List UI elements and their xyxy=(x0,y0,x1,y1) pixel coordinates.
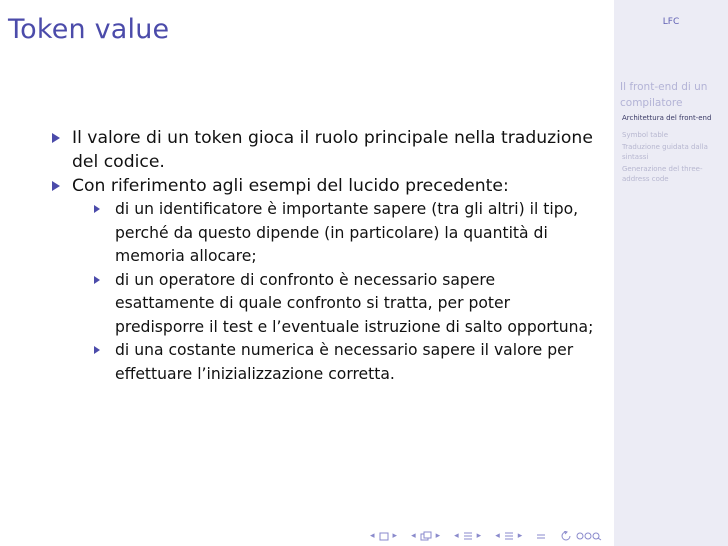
nav-next-arrow-icon[interactable]: ▸ xyxy=(517,531,523,541)
nav-subsection-icon[interactable] xyxy=(463,530,473,542)
sub-list-item xyxy=(50,269,595,340)
sidebar-subsection-3[interactable]: Traduzione guidata dalla sintassi xyxy=(622,143,708,161)
bullet-icon xyxy=(94,346,100,354)
list-item-text: di un operatore di confronto è necessario sapere esattamente di quale confronto si tratta, per poter predisporre il test e l’eventuale istruzione di salto opportuna; xyxy=(115,270,594,336)
nav-frame-icon[interactable] xyxy=(379,530,389,542)
nav-prev-arrow-icon[interactable]: ◂ xyxy=(495,531,500,541)
list-item-text: di una costante numerica è necessario sapere il valore per effettuare l’inizializzazione corretta. xyxy=(115,341,574,383)
sidebar xyxy=(614,0,728,546)
bullet-icon xyxy=(52,181,60,191)
nav-subsection-icon[interactable] xyxy=(504,530,514,542)
sidebar-subsection-4[interactable]: Generazione del three-address code xyxy=(622,165,703,183)
list-item-text: Il valore di un token gioca il ruolo principale nella traduzione del codice. xyxy=(72,128,593,172)
bullet-icon xyxy=(94,276,100,284)
nav-section-icon[interactable] xyxy=(420,530,432,542)
slide-title: Token value xyxy=(8,14,170,45)
sub-list-item xyxy=(50,198,595,269)
navigation-bar xyxy=(370,530,602,542)
nav-back-icon[interactable] xyxy=(560,530,572,542)
nav-search-icon[interactable] xyxy=(576,530,602,542)
sidebar-subsection-1[interactable]: Architettura del front-end xyxy=(622,114,712,122)
nav-align-icon[interactable] xyxy=(536,530,546,542)
bullet-icon xyxy=(52,133,60,143)
nav-prev-arrow-icon[interactable]: ◂ xyxy=(370,531,375,541)
bullet-icon xyxy=(94,205,100,213)
nav-prev-arrow-icon[interactable]: ◂ xyxy=(411,531,416,541)
sidebar-section[interactable]: Il front-end di un compilatore xyxy=(620,81,708,109)
sidebar-subsection-2[interactable]: Symbol table xyxy=(622,131,669,139)
list-item xyxy=(50,126,595,174)
nav-next-arrow-icon[interactable]: ▸ xyxy=(435,531,441,541)
nav-prev-arrow-icon[interactable]: ◂ xyxy=(454,531,459,541)
nav-next-arrow-icon[interactable]: ▸ xyxy=(392,531,398,541)
nav-next-arrow-icon[interactable]: ▸ xyxy=(476,531,482,541)
list-item xyxy=(50,174,595,198)
slide-content xyxy=(50,126,595,386)
list-item-text: Con riferimento agli esempi del lucido precedente: xyxy=(72,176,509,196)
sub-list-item xyxy=(50,339,595,386)
list-item-text: di un identificatore è importante sapere (tra gli altri) il tipo, perché da questo dipende (in particolare) la quantità di memoria allocare; xyxy=(115,200,579,265)
sidebar-short-title[interactable]: LFC xyxy=(662,17,680,27)
